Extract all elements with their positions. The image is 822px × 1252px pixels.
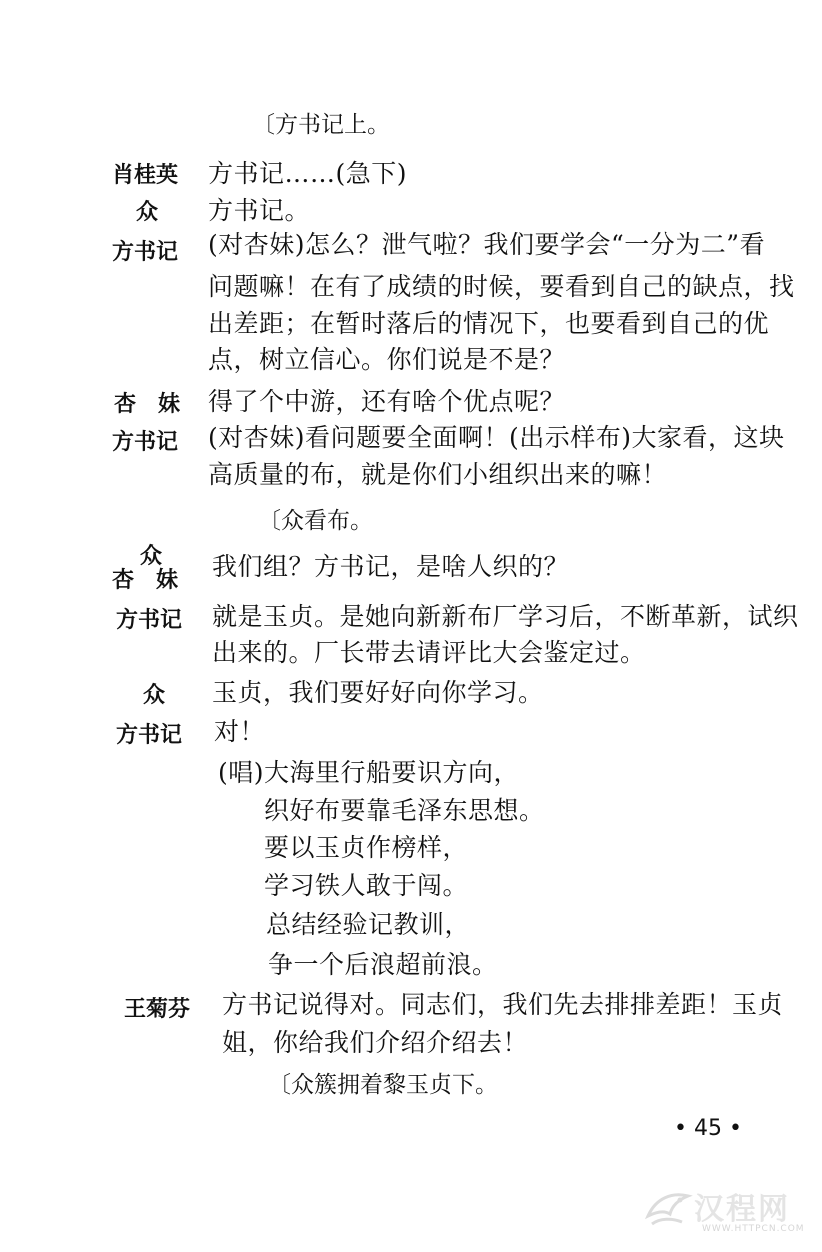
dialogue-line: 就是玉贞。是她向新新布厂学习后，不断革新，试织 [212, 602, 799, 631]
page-number: • 45 • [674, 1116, 742, 1141]
speaker-name: 众 [136, 200, 159, 225]
watermark-url: WWW.HTTPCN.COM [702, 1224, 805, 1234]
song-line: 学习铁人敢于闯。 [264, 871, 469, 900]
dialogue-line: 对！ [214, 717, 266, 746]
speaker-name: 方书记 [116, 723, 183, 748]
dialogue-line: 我们组？方书记，是啥人织的？ [212, 552, 570, 581]
dialogue-line: 方书记。 [208, 196, 311, 225]
song-line: 织好布要靠毛泽东思想。 [264, 796, 545, 825]
dialogue-line: 问题嘛！在有了成绩的时候，要看到自己的缺点，找 [208, 272, 795, 301]
speaker-name: 方书记 [116, 608, 183, 633]
dialogue-line: 方书记……(急下) [208, 159, 408, 188]
song-line: 争一个后浪超前浪。 [268, 950, 498, 979]
dialogue-line: 方书记说得对。同志们，我们先去排排差距！玉贞 [222, 990, 784, 1019]
speaker-name: 方书记 [112, 240, 179, 265]
bird-logo-icon [642, 1182, 694, 1234]
song-line: (唱)大海里行船要识方向， [218, 758, 520, 787]
watermark-text: 汉程网 [694, 1192, 790, 1227]
speaker-name: 王菊芬 [124, 997, 191, 1022]
speaker-name: 方书记 [112, 430, 179, 455]
dialogue-line: 出差距；在暂时落后的情况下，也要看到自己的优 [208, 309, 770, 338]
dialogue-line: 姐，你给我们介绍介绍去！ [222, 1028, 529, 1057]
stage-direction: 〔众看布。 [258, 508, 373, 534]
speaker-name: 肖桂英 [112, 163, 179, 188]
dialogue-line: 出来的。厂长带去请评比大会鉴定过。 [212, 638, 646, 667]
song-line: 总结经验记教训， [266, 910, 471, 939]
dialogue-line: (对杏妹)看问题要全面啊！(出示样布)大家看，这块 [208, 423, 785, 452]
dialogue-line: 玉贞，我们要好好向你学习。 [212, 678, 544, 707]
dialogue-line: (对杏妹)怎么？泄气啦？我们要学会“一分为二”看 [208, 230, 766, 259]
watermark [642, 1178, 812, 1244]
speaker-name: 杏 妹 [112, 568, 179, 593]
speaker-name: 杏 妹 [114, 392, 181, 417]
song-line: 要以玉贞作榜样， [264, 833, 469, 862]
speaker-name: 众 [140, 544, 163, 569]
stage-direction: 〔方书记上。 [252, 112, 390, 138]
speaker-name: 众 [143, 683, 166, 708]
dialogue-line: 点，树立信心。你们说是不是？ [208, 345, 566, 374]
dialogue-line: 高质量的布，就是你们小组织出来的嘛！ [208, 460, 668, 489]
dialogue-line: 得了个中游，还有啥个优点呢？ [208, 387, 566, 416]
stage-direction: 〔众簇拥着黎玉贞下。 [268, 1072, 498, 1098]
